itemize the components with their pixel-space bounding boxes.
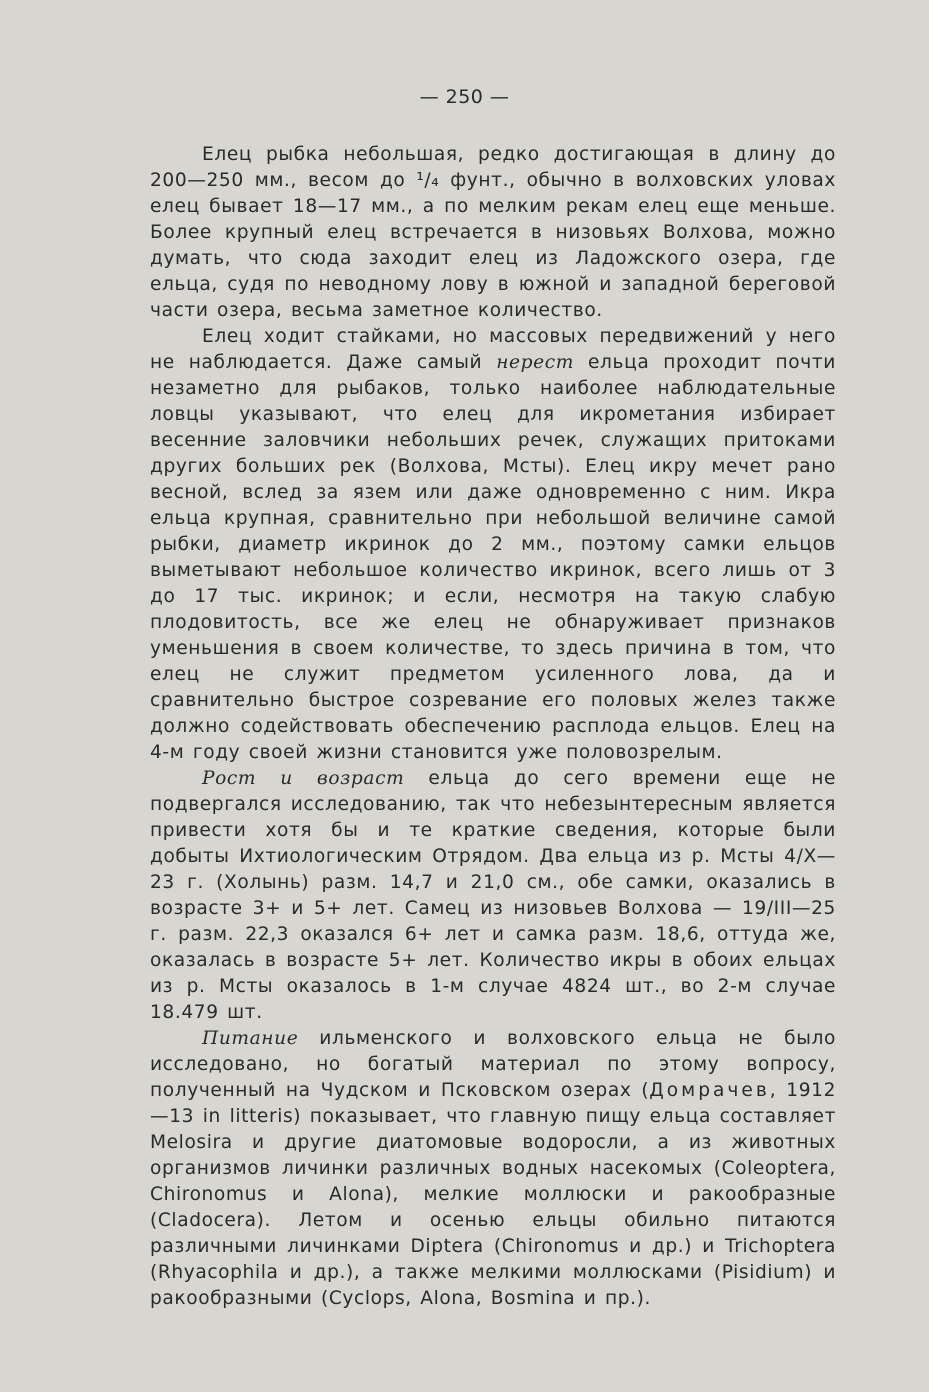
paragraph-spawning-text-a: Елец ходит стайками, но массовых передвижений у него не наблюдается. Даже самый (150, 326, 836, 373)
paragraph-growth-text: ельца до сего времени еще не подвергался исследованию, так что небезынтересным является привести хотя бы и те краткие сведения, которые были добыты Ихтиологическим Отрядом. Два ельца из р. Мсты 4/X—23 г. (Холынь) разм. 14,7 и 21,0 см., обе самки, оказались в возрасте 3+ и 5+ лет. Самец из низовьев Волхова — 19/III—25 г. разм. 22,3 оказался 6+ лет и самка разм. 18,6, оттуда же, оказалась в возрасте 5+ лет. Количество икры в обоих ельцах из р. Мсты оказалось в 1-м случае 4824 шт., во 2-м случае 18.479 шт. (150, 768, 836, 1023)
paragraph-growth (150, 766, 836, 1026)
paragraph-feeding-text-b: , 1912—13 in litteris) показывает, что главную пищу ельца составляет Melosira и другие диатомовые водоросли, а из животных организмов личинки различных водных насекомых (Coleoptera, Chironomus и Alona), мелкие моллюски и ракообразные (Cladocera). Летом и осенью ельцы обильно питаются различными личинками Diptera (Chironomus и др.) и Trichoptera (Rhyacophila и др.), а также мелкими моллюсками (Pisidium) и ракообразными (Cyclops, Alona, Bosmina и пр.). (150, 1080, 837, 1309)
paragraph-feeding-text-a: ильменского и волховского ельца не было исследовано, но богатый материал по этому вопросу, полученный на Чудском и Псковском озерах ( (150, 1028, 836, 1101)
paragraph-spawning (150, 324, 836, 766)
paragraph-size: Елец рыбка небольшая, редко достигающая в длину до 200—250 мм., весом до ¹/₄ фунт., обычно в волховских уловах елец бывает 18—17 мм., а по мелким рекам елец еще меньше. Более крупный елец встречается в низовьях Волхова, можно думать, что сюда заходит елец из Ладожского озера, где ельца, судя по неводному лову в южной и западной береговой части озера, весьма заметное количество. (150, 144, 836, 321)
term-feeding: Питание (202, 1028, 299, 1049)
author-name: Домрачев (649, 1080, 770, 1101)
paragraph-spawning-text-b: ельца проходит почти незаметно для рыбаков, только наиболее наблюдательные ловцы указывают, что елец для икрометания избирает весенние заловчики небольших речек, служащих притоками других больших рек (Волхова, Мсты). Елец икру мечет рано весной, вслед за язем или даже одновременно с ним. Икра ельца крупная, сравнительно при небольшой величине самой рыбки, диаметр икринок до 2 мм., поэтому самки ельцов выметывают небольшое количество икринок, всего лишь от 3 до 17 тыс. икринок; и если, несмотря на такую слабую плодовитость, все же елец не обнаруживает признаков уменьшения в своем количестве, то здесь причина в том, что елец не служит предметом усиленного лова, да и сравнительно быстрое созревание его половых желез также должно содействовать обеспечению расплода ельцов. Елец на 4-м году своей жизни становится уже половозрелым. (150, 352, 836, 763)
page-number: — 250 — (419, 86, 510, 108)
body-text (150, 142, 836, 1312)
paragraph-feeding (150, 1026, 836, 1312)
term-spawning: нерест (496, 352, 575, 373)
term-growth-age: Рост и возраст (202, 768, 405, 789)
